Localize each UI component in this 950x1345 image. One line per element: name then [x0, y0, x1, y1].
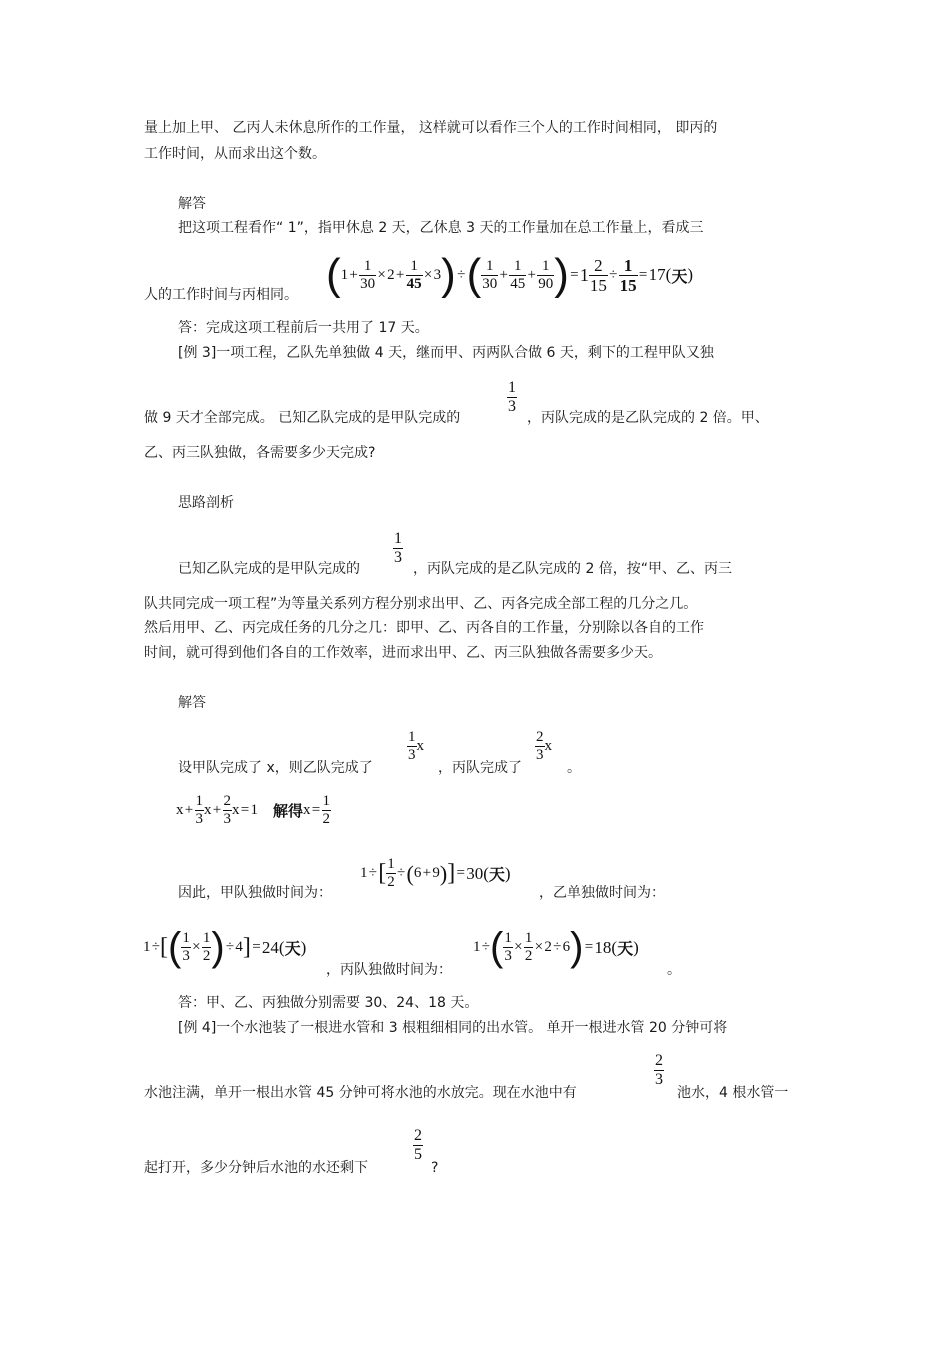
example-3-line: 乙、丙三队独做，各需要多少天完成? — [144, 445, 376, 461]
formula-team-b-days: 1 ÷ [ ( $\frac{1}{3}$ × $\frac{1}{2}$ ) ÷ 4 ] = 24 ( 天 ) — [143, 925, 307, 969]
para-line: 工作时间，从而求出这个数。 — [144, 146, 326, 162]
solution-line: ，丙队完成了 — [438, 760, 522, 776]
heading-answer: 解答 — [178, 695, 206, 711]
para-line: 人的工作时间与丙相同。 — [144, 287, 298, 303]
fraction-two-fifths: $\frac{2}{5}$ — [414, 1127, 422, 1163]
solution-line: 。 — [567, 760, 581, 776]
analysis-line: ，丙队完成的是乙队完成的 2 倍，按“甲、乙、丙三 — [413, 561, 733, 577]
formula-team-c-days: 1 ÷ ( $\frac{1}{3}$ × $\frac{1}{2}$ × 2 ÷ 6 ) = 18 ( 天 ) — [473, 925, 639, 969]
example-3-line: 做 9 天才全部完成。 已知乙队完成的是甲队完成的 — [144, 410, 461, 426]
solution-line: 设甲队完成了 x，则乙队完成了 — [178, 760, 373, 776]
example-3-line: [例 3]一项工程，乙队先单独做 4 天，继而甲、丙两队合做 6 天，剩下的工程甲队又独 — [178, 345, 714, 361]
analysis-line: 然后用甲、乙、丙完成任务的几分之几：即甲、乙、丙各自的工作量，分别除以各自的工作 — [144, 620, 704, 636]
formula-team-a-days: 1 ÷ [ $\frac{1}{2}$ ÷ ( 6 + 9 ) ] = 30 ( 天 ) — [360, 856, 511, 890]
solution-line: 因此，甲队独做时间为： — [178, 885, 332, 901]
example-4-line: ? — [431, 1160, 439, 1176]
heading-analysis: 思路剖析 — [178, 495, 234, 511]
example-4-line: 水池注满，单开一根出水管 45 分钟可将水池的水放完。现在水池中有 — [144, 1085, 577, 1101]
example-3-line: ，丙队完成的是乙队完成的 2 倍。甲、 — [527, 410, 769, 426]
formula-total-days: ( 1 + $\frac{1}{30}$ × 2 + $\frac{1}{45}$ × 3 ) ÷ ( $\frac{1}{30}$ + $\frac{1}{45}$ + $\frac{1}{90}$ ) = 1 $\frac{2}{15}$ ÷ $\frac{1}{15}$ = 17 ( 天 ) — [326, 250, 694, 299]
answer-line: 答：完成这项工程前后一共用了 17 天。 — [178, 320, 429, 336]
solution-line: ，丙队独做时间为： — [326, 962, 452, 978]
expr-one-third-x: $\frac{1}{3}$ x — [408, 729, 424, 763]
analysis-line: 已知乙队完成的是甲队完成的 — [178, 561, 360, 577]
para-line: 把这项工程看作“ 1”，指甲休息 2 天，乙休息 3 天的工作量加在总工作量上，看成三 — [178, 220, 704, 236]
answer-line: 答：甲、乙、丙独做分别需要 30、24、18 天。 — [178, 995, 479, 1011]
solution-line: ，乙单独做时间为： — [539, 885, 665, 901]
para-line: 量上加上甲、 乙丙人未休息所作的工作量， 这样就可以看作三个人的工作时间相同， 即丙的 — [144, 120, 718, 136]
example-4-line: 池水，4 根水管一 — [677, 1085, 789, 1101]
example-4-line: 起打开，多少分钟后水池的水还剩下 — [144, 1160, 368, 1176]
example-4-line: [例 4]一个水池装了一根进水管和 3 根粗细相同的出水管。 单开一根进水管 20 分钟可将 — [178, 1020, 728, 1036]
analysis-line: 队共同完成一项工程”为等量关系列方程分别求出甲、乙、丙各完成全部工程的几分之几。 — [144, 596, 698, 612]
equation-solve-x: x + $\frac{1}{3}$ x + $\frac{2}{3}$ x = 1 解得 x = $\frac{1}{2}$ — [176, 793, 331, 827]
solution-line: 。 — [667, 962, 681, 978]
fraction-two-thirds: $\frac{2}{3}$ — [655, 1052, 663, 1088]
expr-two-thirds-x: $\frac{2}{3}$ x — [536, 729, 552, 763]
fraction-one-third: $\frac{1}{3}$ — [508, 379, 516, 415]
heading-answer: 解答 — [178, 196, 206, 212]
analysis-line: 时间，就可得到他们各自的工作效率，进而求出甲、乙、丙三队独做各需要多少天。 — [144, 645, 662, 661]
fraction-one-third: $\frac{1}{3}$ — [394, 530, 402, 566]
